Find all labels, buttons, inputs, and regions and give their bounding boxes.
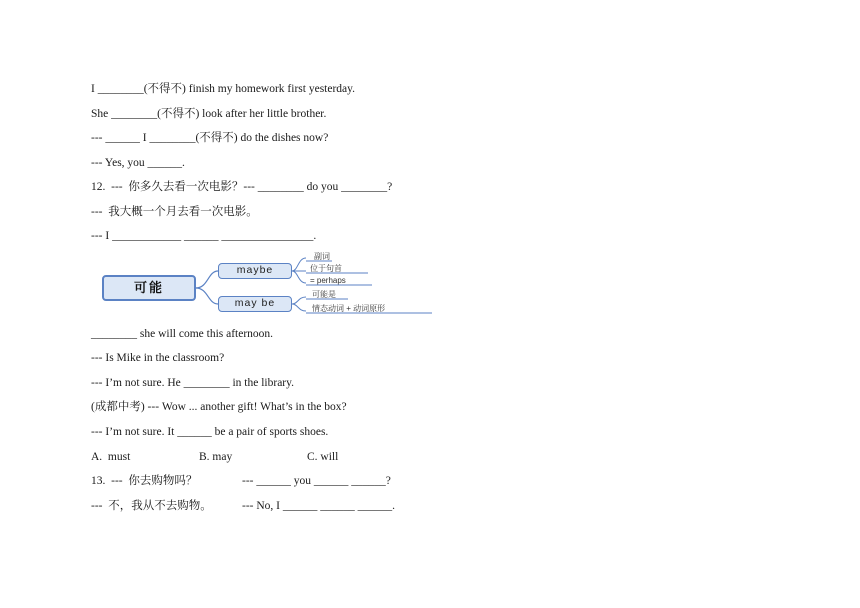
option-a: A. must xyxy=(91,451,131,463)
mind-map-leaf: 情态动词 + 动词原形 xyxy=(312,304,386,313)
text-line-10: --- I’m not sure. He ________ in the library. xyxy=(91,377,295,389)
mind-map-node-may-be: may be xyxy=(218,296,292,312)
mind-map-leaf: 可能是 xyxy=(312,290,336,299)
text-line-2: She ________(不得不) look after her little brother. xyxy=(91,108,327,120)
text-line-12: --- I’m not sure. It ______ be a pair of sports shoes. xyxy=(91,426,329,438)
mind-map-leaf: 副词 xyxy=(314,252,330,261)
question-12: 12. --- 你多久去看一次电影？--- ________ do you ________? xyxy=(91,181,393,193)
text-line-6: --- 我大概一个月去看一次电影。 xyxy=(91,206,258,218)
answer-13-chinese: --- 不，我从不去购物。 xyxy=(91,500,212,512)
mind-map-leaf: = perhaps xyxy=(310,276,346,285)
mind-map-node-maybe: maybe xyxy=(218,263,292,279)
question-13-english: --- ______ you ______ ______? xyxy=(242,475,391,487)
question-13-chinese: 13. --- 你去购物吗？ xyxy=(91,475,198,487)
option-c: C. will xyxy=(307,451,339,463)
text-line-3: --- ______ I ________(不得不) do the dishes now? xyxy=(91,132,329,144)
text-line-11: (成都中考) --- Wow ... another gift! What’s in the box? xyxy=(91,401,347,413)
mind-map-diagram xyxy=(100,252,440,318)
text-line-1: I ________(不得不) finish my homework first yesterday. xyxy=(91,83,356,95)
text-line-9: --- Is Mike in the classroom? xyxy=(91,352,225,364)
text-line-4: --- Yes, you ______. xyxy=(91,157,185,169)
option-b: B. may xyxy=(199,451,233,463)
answer-13-english: --- No, I ______ ______ ______. xyxy=(242,500,395,512)
text-line-7: --- I ____________ ______ ________________. xyxy=(91,230,317,242)
mind-map-root: 可能 xyxy=(102,275,196,301)
mind-map-leaf: 位于句首 xyxy=(310,264,342,273)
text-line-8: ________ she will come this afternoon. xyxy=(91,328,274,340)
